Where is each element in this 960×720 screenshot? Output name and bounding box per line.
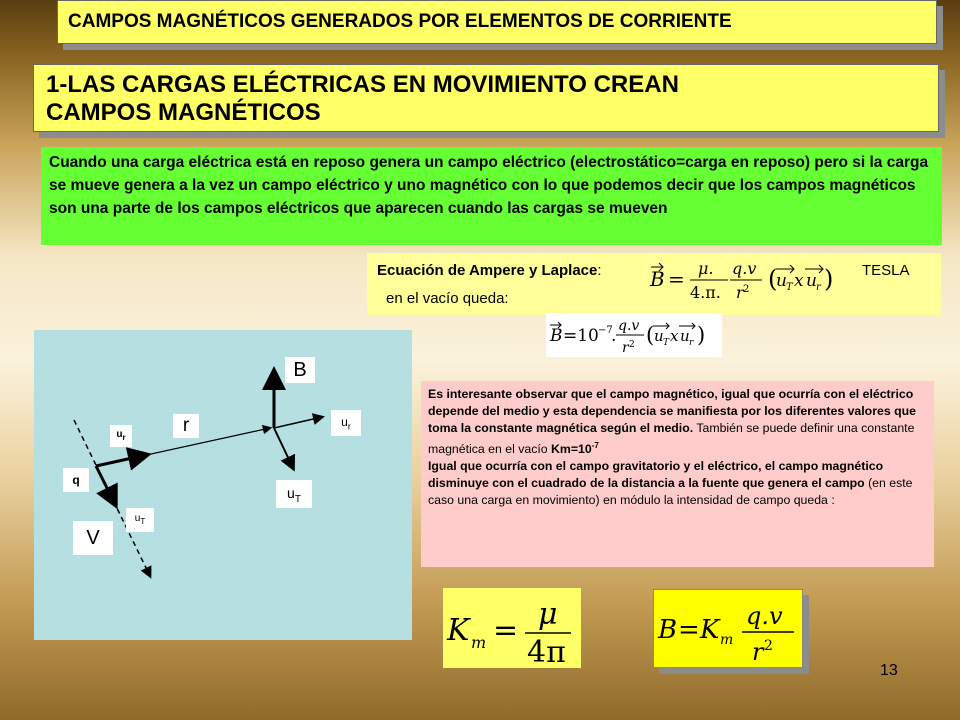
section-title-line1: 1-LAS CARGAS ELÉCTRICAS EN MOVIMIENTO CREAN — [46, 71, 679, 98]
km-value: Km=10 — [551, 442, 592, 457]
svg-text:q.v: q.v — [618, 318, 640, 334]
svg-text:B: B — [658, 615, 678, 645]
svg-text:−7: −7 — [598, 325, 613, 336]
charge-field-diagram — [34, 330, 412, 640]
svg-text:(: ( — [646, 323, 655, 347]
km-exponent: -7 — [591, 441, 599, 450]
svg-text:r: r — [689, 338, 694, 348]
formula-b-general — [648, 256, 863, 302]
label-ur-left: $u_r$ — [110, 425, 132, 447]
svg-text:r: r — [622, 340, 629, 356]
svg-text:(: ( — [768, 265, 778, 293]
vacuum-label: en el vacío queda: — [386, 290, 509, 307]
label-ut-left: $u_T$ — [126, 508, 154, 532]
svg-text:2: 2 — [764, 638, 773, 654]
svg-text:B: B — [650, 267, 665, 291]
label-v: V — [73, 521, 113, 555]
formula-km — [443, 588, 581, 668]
svg-text:r: r — [752, 638, 764, 666]
svg-text:): ) — [824, 265, 834, 293]
svg-text:μ.: μ. — [698, 259, 714, 278]
info-p2-normal: (en este caso una carga en movimiento) en módulo la intensidad de campo queda : — [428, 476, 913, 508]
svg-text:2: 2 — [743, 284, 750, 295]
svg-text:q.v: q.v — [746, 602, 783, 630]
info-p2-bold: Igual que ocurría con el campo gravitatorio y el eléctrico, el campo magnético disminuye con el cuadrado de la distancia a la fuente que genera el campo — [428, 459, 884, 491]
intro-paragraph: Cuando una carga eléctrica está en reposo genera un campo eléctrico (electrostático=carga en reposo) pero si la carga se mueve genera a la vez un campo eléctrico y uno magnético con lo que podemos decir que los campos magnéticos son una parte de los campos eléctricos que aparecen cuando las cargas se mueven — [41, 147, 942, 245]
diagram-vectors — [34, 330, 412, 640]
formula-km-box — [443, 588, 581, 668]
slide-header-title: CAMPOS MAGNÉTICOS GENERADOS POR ELEMENTOS DE CORRIENTE — [57, 0, 937, 44]
formula-b-vacuum-box — [546, 313, 722, 357]
svg-text:B: B — [550, 326, 563, 346]
label-r: r — [173, 414, 199, 438]
info-p1-bold: Es interesante observar que el campo magnético, igual que ocurría con el eléctrico depende del medio y esta dependencia se manifiesta por los diferentes valores que toma la constante magnética según el medio. — [428, 387, 916, 435]
formula-b-km — [654, 590, 802, 667]
label-ut-right: $u_T$ — [276, 480, 312, 508]
svg-text:u: u — [776, 271, 787, 291]
formula-b-km-box — [653, 589, 803, 668]
page-number: 13 — [880, 662, 898, 679]
svg-text:T: T — [786, 282, 793, 293]
label-q: q — [63, 468, 89, 492]
svg-text:μ: μ — [538, 597, 558, 632]
svg-text:=10: =10 — [563, 326, 599, 346]
svg-text:T: T — [663, 338, 670, 348]
label-ur-right: $u_r$ — [331, 410, 361, 436]
label-b: B — [285, 357, 315, 383]
svg-text:u: u — [680, 327, 690, 345]
svg-text:r: r — [736, 283, 744, 302]
svg-text:.: . — [611, 326, 617, 346]
svg-text:m: m — [720, 632, 734, 648]
ut-unit-vector-right — [274, 428, 293, 468]
svg-text:x: x — [670, 327, 679, 345]
info-p1-normal: También se puede definir una constante magnética en el vacío — [428, 421, 915, 457]
svg-text:=: = — [493, 613, 519, 648]
ampere-label: Ecuación de Ampere y Laplace: — [377, 262, 602, 279]
svg-text:q.v: q.v — [732, 259, 757, 278]
svg-text:4π: 4π — [527, 635, 566, 668]
section-title — [33, 64, 939, 132]
ut-unit-vector-left — [96, 466, 115, 504]
tesla-unit: TESLA — [862, 262, 910, 279]
section-title-line2: CAMPOS MAGNÉTICOS — [46, 99, 321, 126]
ur-unit-vector-right — [274, 417, 322, 428]
svg-text:m: m — [471, 633, 487, 652]
svg-text:2: 2 — [629, 340, 635, 350]
svg-text:x: x — [794, 271, 804, 291]
svg-text:r: r — [816, 282, 821, 293]
svg-text:K: K — [447, 613, 470, 648]
svg-text:): ) — [697, 323, 706, 347]
svg-text:4.π.: 4.π. — [690, 283, 721, 302]
svg-text:K: K — [700, 615, 720, 645]
ur-unit-vector-left — [96, 455, 146, 466]
svg-text:=: = — [678, 615, 700, 645]
info-paragraph — [421, 381, 934, 567]
svg-text:=: = — [668, 267, 685, 291]
svg-text:u: u — [654, 327, 664, 345]
formula-b-vacuum — [546, 313, 722, 357]
svg-text:u: u — [806, 271, 817, 291]
